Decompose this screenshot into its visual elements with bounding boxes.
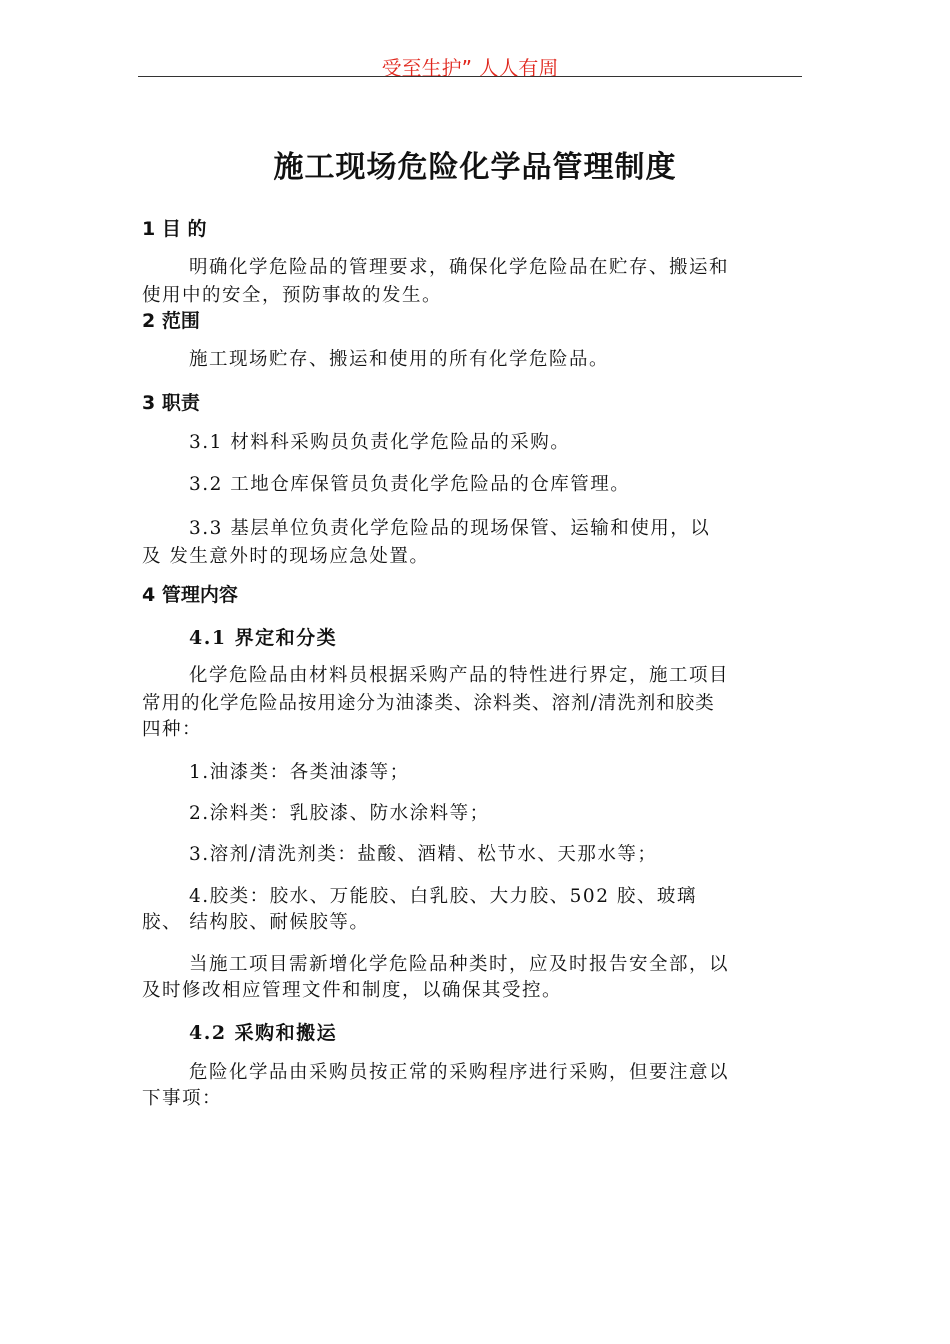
section-4-para3-line2: 下事项： [142, 1088, 223, 1109]
section-3-item-2: 3.2 工地仓库保管员负责化学危险品的仓库管理。 [189, 474, 631, 495]
section-3-heading: 3 职责 [142, 392, 200, 414]
section-1-para-line1: 明确化学危险品的管理要求，确保化学危险品在贮存、搬运和 [189, 257, 730, 278]
section-4-para2-line1: 当施工项目需新增化学危险品种类时，应及时报告安全部，以 [189, 954, 730, 975]
list-item-2: 2.涂料类：乳胶漆、防水涂料等； [189, 803, 490, 824]
section-4-heading: 4 管理内容 [142, 584, 238, 606]
section-1-heading: 1 目 的 [142, 218, 207, 240]
section-4-para1-line3: 四种： [142, 719, 203, 740]
section-1-para-line2: 使用中的安全，预防事故的发生。 [142, 285, 443, 306]
subsection-4-2-heading: 4.2 采购和搬运 [189, 1022, 338, 1044]
page-header: 受至生护” 人人有周 [381, 56, 559, 80]
document-title: 施工现场危险化学品管理制度 [273, 150, 677, 185]
section-2-para: 施工现场贮存、搬运和使用的所有化学危险品。 [189, 349, 610, 370]
section-4-para3-line1: 危险化学品由采购员按正常的采购程序进行采购，但要注意以 [189, 1062, 730, 1083]
subsection-4-1-heading: 4.1 界定和分类 [189, 627, 338, 649]
section-4-para1-line2: 常用的化学危险品按用途分为油漆类、涂料类、溶剂/清洗剂和胶类 [142, 693, 715, 714]
section-3-item-3-line2: 及 发生意外时的现场应急处置。 [142, 546, 430, 567]
list-item-4-line1: 4.胶类：胶水、万能胶、白乳胶、大力胶、502 胶、玻璃 [189, 886, 697, 907]
section-3-item-1: 3.1 材料科采购员负责化学危险品的采购。 [189, 432, 571, 453]
list-item-1: 1.油漆类：各类油漆等； [189, 762, 410, 783]
section-4-para1-line1: 化学危险品由材料员根据采购产品的特性进行界定，施工项目 [189, 665, 730, 686]
header-rule [138, 76, 802, 77]
list-item-4-line2: 胶、 结构胶、耐候胶等。 [142, 912, 370, 933]
section-3-item-3-line1: 3.3 基层单位负责化学危险品的现场保管、运输和使用，以 [189, 518, 711, 539]
section-2-heading: 2 范围 [142, 310, 200, 332]
section-4-para2-line2: 及时修改相应管理文件和制度，以确保其受控。 [142, 980, 563, 1001]
list-item-3: 3.溶剂/清洗剂类：盐酸、酒精、松节水、天那水等； [189, 844, 658, 865]
